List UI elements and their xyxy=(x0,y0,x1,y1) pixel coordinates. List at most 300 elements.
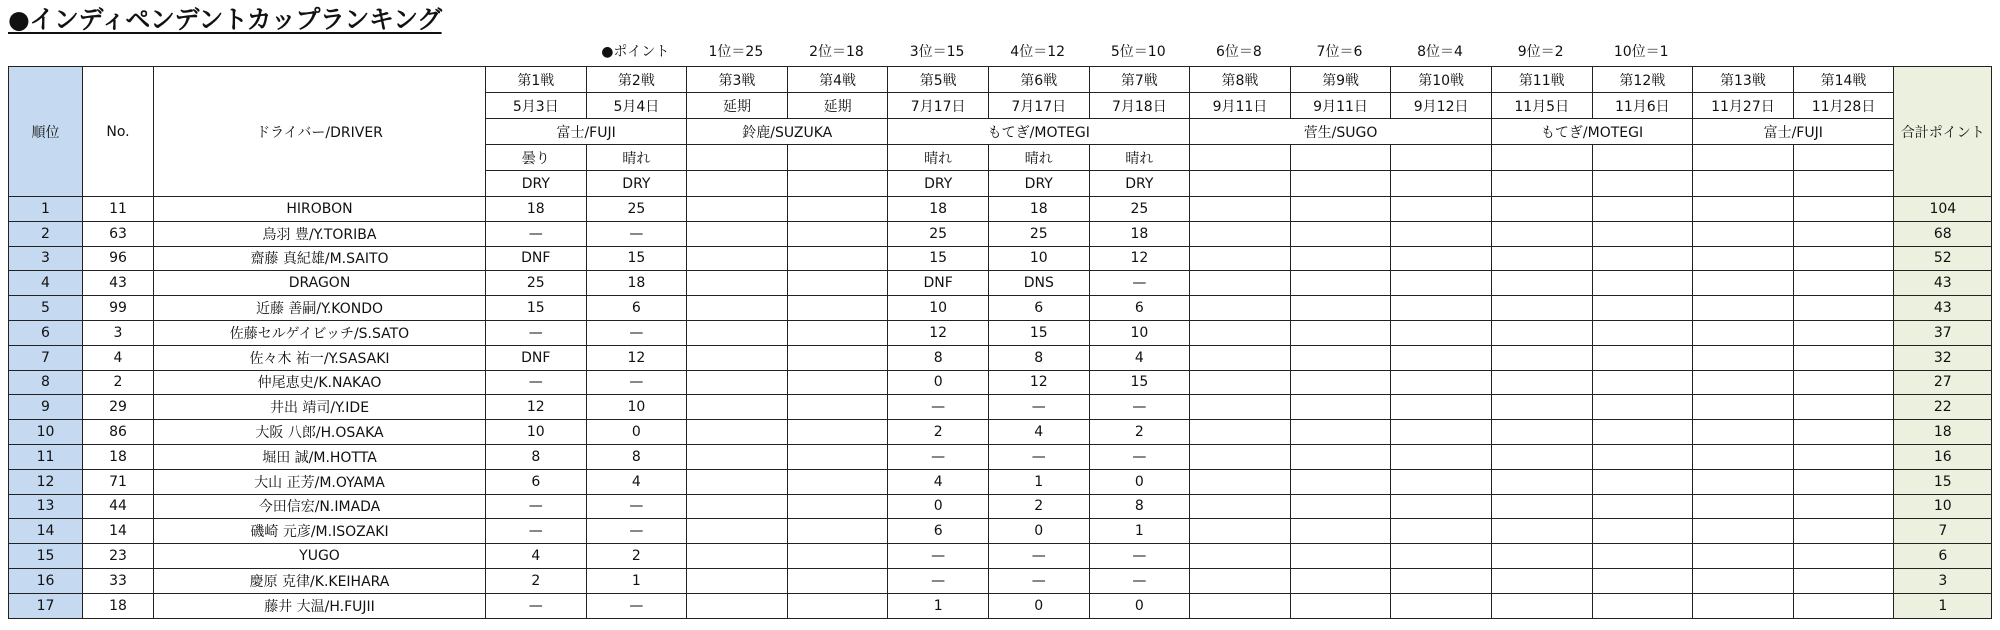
car-number-cell: 14 xyxy=(83,519,154,544)
driver-name-cell: 堀田 誠/M.HOTTA xyxy=(154,444,486,469)
driver-name-cell: 仲尾恵史/K.NAKAO xyxy=(154,370,486,395)
table-row xyxy=(9,469,1992,494)
race-result-cell xyxy=(1491,420,1592,445)
race-result-cell: 8 xyxy=(988,345,1089,370)
race-result-cell xyxy=(1693,197,1794,222)
race-result-cell: — xyxy=(586,221,687,246)
rank-cell: 10 xyxy=(9,420,83,445)
race-result-cell xyxy=(1190,519,1291,544)
race-result-cell xyxy=(1290,246,1391,271)
table-row xyxy=(9,444,1992,469)
race-result-cell xyxy=(1793,246,1894,271)
race-result-cell xyxy=(1793,296,1894,321)
race-result-cell xyxy=(687,469,788,494)
race-result-cell: — xyxy=(1089,544,1190,569)
total-points-cell: 104 xyxy=(1894,197,1992,222)
race-result-cell xyxy=(1793,221,1894,246)
weather-cell xyxy=(787,145,888,171)
race-result-cell xyxy=(1391,593,1492,618)
race-result-cell xyxy=(1693,246,1794,271)
date-header: 11月28日 xyxy=(1793,93,1894,119)
race-result-cell: 6 xyxy=(486,469,587,494)
weather-cell xyxy=(1190,145,1291,171)
race-result-cell xyxy=(1290,469,1391,494)
surface-cell: DRY xyxy=(486,171,587,197)
race-result-cell xyxy=(687,444,788,469)
weather-cell xyxy=(1793,145,1894,171)
surface-cell: DRY xyxy=(586,171,687,197)
race-result-cell xyxy=(687,246,788,271)
race-result-cell xyxy=(1391,345,1492,370)
round-header: 第11戦 xyxy=(1491,67,1592,93)
race-result-cell: 8 xyxy=(486,444,587,469)
round-header: 第13戦 xyxy=(1693,67,1794,93)
race-result-cell xyxy=(1693,568,1794,593)
race-result-cell: 1 xyxy=(1089,519,1190,544)
total-points-cell: 43 xyxy=(1894,271,1992,296)
race-result-cell xyxy=(1491,246,1592,271)
table-row xyxy=(9,519,1992,544)
table-row xyxy=(9,246,1992,271)
car-number-cell: 18 xyxy=(83,444,154,469)
race-result-cell xyxy=(1693,444,1794,469)
round-header: 第12戦 xyxy=(1592,67,1693,93)
race-result-cell xyxy=(1391,494,1492,519)
race-result-cell xyxy=(1693,593,1794,618)
race-result-cell xyxy=(1290,370,1391,395)
race-result-cell xyxy=(1391,197,1492,222)
race-result-cell: 2 xyxy=(888,420,989,445)
table-row xyxy=(9,345,1992,370)
race-result-cell: — xyxy=(486,221,587,246)
car-number-cell: 99 xyxy=(83,296,154,321)
surface-cell xyxy=(1290,171,1391,197)
race-result-cell: 0 xyxy=(888,494,989,519)
race-result-cell xyxy=(1693,544,1794,569)
race-result-cell: — xyxy=(988,544,1089,569)
race-result-cell xyxy=(687,544,788,569)
points-legend-item: 7位＝6 xyxy=(1316,44,1363,60)
race-result-cell xyxy=(1693,320,1794,345)
race-result-cell xyxy=(787,271,888,296)
race-result-cell xyxy=(1391,221,1492,246)
weather-cell xyxy=(1391,145,1492,171)
race-result-cell xyxy=(1391,370,1492,395)
race-result-cell: — xyxy=(1089,395,1190,420)
race-result-cell xyxy=(687,519,788,544)
race-result-cell: 6 xyxy=(1089,296,1190,321)
race-result-cell xyxy=(1793,420,1894,445)
driver-name-cell: HIROBON xyxy=(154,197,486,222)
rank-cell: 7 xyxy=(9,345,83,370)
race-result-cell xyxy=(1190,370,1291,395)
race-result-cell: 1 xyxy=(988,469,1089,494)
race-result-cell xyxy=(1491,519,1592,544)
race-result-cell: 12 xyxy=(988,370,1089,395)
race-result-cell xyxy=(787,320,888,345)
race-result-cell xyxy=(1190,197,1291,222)
race-result-cell xyxy=(787,246,888,271)
race-result-cell xyxy=(1793,444,1894,469)
race-result-cell xyxy=(787,345,888,370)
weather-cell: 晴れ xyxy=(1089,145,1190,171)
total-points-cell: 3 xyxy=(1894,568,1992,593)
round-header: 第8戦 xyxy=(1190,67,1291,93)
race-result-cell: 8 xyxy=(586,444,687,469)
venue-header: 富士/FUJI xyxy=(486,119,687,145)
race-result-cell xyxy=(1290,320,1391,345)
race-result-cell: — xyxy=(486,593,587,618)
race-result-cell xyxy=(1592,420,1693,445)
race-result-cell xyxy=(1391,519,1492,544)
race-result-cell xyxy=(1391,544,1492,569)
race-result-cell: 18 xyxy=(486,197,587,222)
race-result-cell: 12 xyxy=(586,345,687,370)
total-points-cell: 6 xyxy=(1894,544,1992,569)
total-points-cell: 52 xyxy=(1894,246,1992,271)
race-result-cell xyxy=(1592,494,1693,519)
round-header: 第6戦 xyxy=(988,67,1089,93)
weather-cell xyxy=(687,145,788,171)
car-number-cell: 11 xyxy=(83,197,154,222)
race-result-cell xyxy=(1592,568,1693,593)
race-result-cell: 0 xyxy=(1089,469,1190,494)
race-result-cell: 2 xyxy=(586,544,687,569)
driver-name-cell: 鳥羽 豊/Y.TORIBA xyxy=(154,221,486,246)
driver-name-cell: 佐々木 祐一/Y.SASAKI xyxy=(154,345,486,370)
table-row xyxy=(9,593,1992,618)
race-result-cell xyxy=(1290,519,1391,544)
race-result-cell xyxy=(787,469,888,494)
race-result-cell: 15 xyxy=(988,320,1089,345)
date-header: 9月12日 xyxy=(1391,93,1492,119)
race-result-cell xyxy=(1793,271,1894,296)
race-result-cell: 25 xyxy=(988,221,1089,246)
rank-cell: 11 xyxy=(9,444,83,469)
car-number-cell: 18 xyxy=(83,593,154,618)
surface-cell xyxy=(687,171,788,197)
total-points-cell: 27 xyxy=(1894,370,1992,395)
race-result-cell xyxy=(1491,469,1592,494)
race-result-cell xyxy=(1190,271,1291,296)
race-result-cell xyxy=(1391,296,1492,321)
rank-header: 順位 xyxy=(9,67,83,197)
surface-cell xyxy=(1391,171,1492,197)
race-result-cell: 8 xyxy=(888,345,989,370)
race-result-cell xyxy=(1693,271,1794,296)
race-result-cell: — xyxy=(988,444,1089,469)
date-header: 11月5日 xyxy=(1491,93,1592,119)
race-result-cell: DNF xyxy=(486,246,587,271)
race-result-cell xyxy=(1793,593,1894,618)
race-result-cell: 18 xyxy=(1089,221,1190,246)
race-result-cell xyxy=(1491,395,1592,420)
race-result-cell xyxy=(1491,544,1592,569)
rank-cell: 15 xyxy=(9,544,83,569)
race-result-cell xyxy=(1190,544,1291,569)
round-header: 第1戦 xyxy=(486,67,587,93)
race-result-cell: 2 xyxy=(486,568,587,593)
race-result-cell: 10 xyxy=(486,420,587,445)
race-result-cell xyxy=(1793,544,1894,569)
race-result-cell xyxy=(787,395,888,420)
race-result-cell xyxy=(1693,221,1794,246)
rank-cell: 9 xyxy=(9,395,83,420)
race-result-cell: 25 xyxy=(486,271,587,296)
car-number-cell: 2 xyxy=(83,370,154,395)
race-result-cell xyxy=(1290,296,1391,321)
race-result-cell: 25 xyxy=(888,221,989,246)
venue-header: もてぎ/MOTEGI xyxy=(888,119,1190,145)
venue-header: 鈴鹿/SUZUKA xyxy=(687,119,888,145)
rank-cell: 5 xyxy=(9,296,83,321)
race-result-cell xyxy=(1391,271,1492,296)
points-legend xyxy=(585,41,1692,61)
race-result-cell xyxy=(1592,444,1693,469)
number-header: No. xyxy=(83,67,154,197)
race-result-cell xyxy=(1793,494,1894,519)
race-result-cell: — xyxy=(988,395,1089,420)
race-result-cell: 12 xyxy=(888,320,989,345)
race-result-cell xyxy=(1491,221,1592,246)
points-legend-item: 5位＝10 xyxy=(1110,44,1166,60)
race-result-cell xyxy=(1693,296,1794,321)
race-result-cell: 15 xyxy=(486,296,587,321)
weather-cell: 晴れ xyxy=(586,145,687,171)
venue-header: 菅生/SUGO xyxy=(1190,119,1492,145)
race-result-cell: 4 xyxy=(586,469,687,494)
rank-cell: 16 xyxy=(9,568,83,593)
surface-cell xyxy=(1793,171,1894,197)
race-result-cell xyxy=(1290,221,1391,246)
race-result-cell: DNF xyxy=(486,345,587,370)
race-result-cell: 15 xyxy=(1089,370,1190,395)
driver-name-cell: 藤井 大温/H.FUJII xyxy=(154,593,486,618)
race-result-cell xyxy=(1190,420,1291,445)
race-result-cell: — xyxy=(486,320,587,345)
rank-cell: 12 xyxy=(9,469,83,494)
page-title: ●インディペンデントカップランキング xyxy=(8,5,442,34)
race-result-cell xyxy=(1592,469,1693,494)
total-points-cell: 22 xyxy=(1894,395,1992,420)
race-result-cell xyxy=(1190,494,1291,519)
race-result-cell xyxy=(1290,395,1391,420)
race-result-cell: — xyxy=(988,568,1089,593)
race-result-cell xyxy=(1290,271,1391,296)
race-result-cell xyxy=(687,370,788,395)
race-result-cell xyxy=(1592,345,1693,370)
total-points-cell: 10 xyxy=(1894,494,1992,519)
race-result-cell xyxy=(1491,444,1592,469)
table-row xyxy=(9,370,1992,395)
race-result-cell xyxy=(687,271,788,296)
race-result-cell xyxy=(1592,395,1693,420)
race-result-cell: 4 xyxy=(888,469,989,494)
venue-header: 富士/FUJI xyxy=(1693,119,1894,145)
rank-cell: 8 xyxy=(9,370,83,395)
car-number-cell: 71 xyxy=(83,469,154,494)
points-legend-item: 4位＝12 xyxy=(1010,44,1066,60)
surface-cell xyxy=(1693,171,1794,197)
race-result-cell xyxy=(1491,271,1592,296)
race-result-cell: 1 xyxy=(586,568,687,593)
race-result-cell xyxy=(1491,320,1592,345)
race-result-cell xyxy=(1592,271,1693,296)
race-result-cell: 4 xyxy=(988,420,1089,445)
race-result-cell: 10 xyxy=(888,296,989,321)
race-result-cell xyxy=(1793,519,1894,544)
race-result-cell xyxy=(1491,296,1592,321)
round-header: 第4戦 xyxy=(787,67,888,93)
race-result-cell: 1 xyxy=(888,593,989,618)
driver-name-cell: 大阪 八郎/H.OSAKA xyxy=(154,420,486,445)
race-result-cell xyxy=(687,395,788,420)
race-result-cell xyxy=(1391,320,1492,345)
surface-cell xyxy=(1190,171,1291,197)
race-result-cell: 12 xyxy=(486,395,587,420)
race-result-cell xyxy=(687,320,788,345)
date-header: 延期 xyxy=(687,93,788,119)
round-header: 第9戦 xyxy=(1290,67,1391,93)
race-result-cell xyxy=(1190,395,1291,420)
race-result-cell: — xyxy=(888,544,989,569)
race-result-cell: 10 xyxy=(586,395,687,420)
race-result-cell xyxy=(1693,395,1794,420)
race-result-cell: 6 xyxy=(888,519,989,544)
round-header: 第3戦 xyxy=(687,67,788,93)
race-result-cell: 10 xyxy=(1089,320,1190,345)
round-header: 第5戦 xyxy=(888,67,989,93)
rank-cell: 14 xyxy=(9,519,83,544)
race-result-cell: 6 xyxy=(586,296,687,321)
car-number-cell: 33 xyxy=(83,568,154,593)
race-result-cell xyxy=(787,494,888,519)
race-result-cell xyxy=(1290,444,1391,469)
surface-cell xyxy=(787,171,888,197)
driver-header: ドライバー/DRIVER xyxy=(154,67,486,197)
race-result-cell xyxy=(687,420,788,445)
race-result-cell: — xyxy=(586,519,687,544)
race-result-cell xyxy=(1592,519,1693,544)
surface-cell: DRY xyxy=(1089,171,1190,197)
race-result-cell xyxy=(1491,494,1592,519)
car-number-cell: 29 xyxy=(83,395,154,420)
points-legend-item: 2位＝18 xyxy=(809,44,864,60)
race-result-cell xyxy=(1693,420,1794,445)
race-result-cell: 18 xyxy=(988,197,1089,222)
race-result-cell xyxy=(687,593,788,618)
race-result-cell xyxy=(1793,197,1894,222)
race-result-cell xyxy=(687,221,788,246)
race-result-cell xyxy=(1391,444,1492,469)
date-header: 延期 xyxy=(787,93,888,119)
race-result-cell xyxy=(1491,568,1592,593)
race-result-cell: 12 xyxy=(1089,246,1190,271)
driver-name-cell: 今田信宏/N.IMADA xyxy=(154,494,486,519)
race-result-cell xyxy=(787,221,888,246)
date-header: 7月17日 xyxy=(888,93,989,119)
race-result-cell: 10 xyxy=(988,246,1089,271)
race-result-cell xyxy=(1190,246,1291,271)
race-result-cell: 25 xyxy=(1089,197,1190,222)
race-result-cell xyxy=(1592,197,1693,222)
weather-cell: 晴れ xyxy=(888,145,989,171)
race-result-cell: — xyxy=(586,320,687,345)
race-result-cell xyxy=(1290,197,1391,222)
race-result-cell: 4 xyxy=(486,544,587,569)
date-header: 9月11日 xyxy=(1190,93,1291,119)
race-result-cell: DNS xyxy=(988,271,1089,296)
date-header: 11月27日 xyxy=(1693,93,1794,119)
race-result-cell xyxy=(1491,593,1592,618)
surface-cell: DRY xyxy=(988,171,1089,197)
date-header: 5月3日 xyxy=(486,93,587,119)
total-points-cell: 68 xyxy=(1894,221,1992,246)
race-result-cell: — xyxy=(1089,444,1190,469)
weather-cell: 曇り xyxy=(486,145,587,171)
car-number-cell: 3 xyxy=(83,320,154,345)
race-result-cell xyxy=(1793,469,1894,494)
car-number-cell: 4 xyxy=(83,345,154,370)
race-result-cell xyxy=(1391,469,1492,494)
race-result-cell: DNF xyxy=(888,271,989,296)
race-result-cell: 2 xyxy=(1089,420,1190,445)
ranking-table xyxy=(8,66,1992,619)
race-result-cell xyxy=(1592,370,1693,395)
race-result-cell xyxy=(1190,221,1291,246)
race-result-cell xyxy=(1592,544,1693,569)
driver-name-cell: YUGO xyxy=(154,544,486,569)
race-result-cell xyxy=(1391,395,1492,420)
round-header: 第14戦 xyxy=(1793,67,1894,93)
race-result-cell: 15 xyxy=(888,246,989,271)
round-header: 第2戦 xyxy=(586,67,687,93)
race-result-cell: — xyxy=(486,519,587,544)
race-result-cell: 0 xyxy=(586,420,687,445)
table-row xyxy=(9,320,1992,345)
race-result-cell xyxy=(1190,469,1291,494)
rank-cell: 1 xyxy=(9,197,83,222)
points-legend-item: 1位＝25 xyxy=(708,44,764,60)
rank-cell: 13 xyxy=(9,494,83,519)
table-row xyxy=(9,395,1992,420)
race-result-cell xyxy=(1693,519,1794,544)
race-result-cell: 0 xyxy=(988,519,1089,544)
car-number-cell: 96 xyxy=(83,246,154,271)
race-result-cell xyxy=(787,296,888,321)
race-result-cell xyxy=(1290,593,1391,618)
race-result-cell xyxy=(1491,345,1592,370)
race-result-cell: 0 xyxy=(888,370,989,395)
race-result-cell: — xyxy=(888,444,989,469)
driver-name-cell: 慶原 克律/K.KEIHARA xyxy=(154,568,486,593)
race-result-cell xyxy=(1592,296,1693,321)
race-result-cell: — xyxy=(888,395,989,420)
rank-cell: 2 xyxy=(9,221,83,246)
race-result-cell: 6 xyxy=(988,296,1089,321)
race-result-cell xyxy=(1290,494,1391,519)
points-legend-item: ●ポイント xyxy=(601,44,670,60)
race-result-cell: — xyxy=(486,494,587,519)
race-result-cell xyxy=(1190,320,1291,345)
race-result-cell xyxy=(687,568,788,593)
round-header: 第10戦 xyxy=(1391,67,1492,93)
surface-cell: DRY xyxy=(888,171,989,197)
race-result-cell xyxy=(1793,370,1894,395)
date-header: 5月4日 xyxy=(586,93,687,119)
race-result-cell: — xyxy=(888,568,989,593)
race-result-cell xyxy=(1190,296,1291,321)
